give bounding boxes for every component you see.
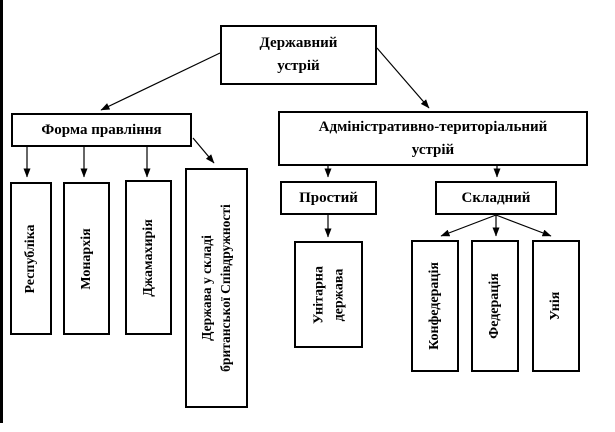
connector-forma-derzhava xyxy=(193,138,214,163)
node-label: Адміністративно-територіальний xyxy=(318,119,548,135)
node-label: устрій xyxy=(277,58,320,74)
node-label: Складний xyxy=(461,189,531,206)
node-dzhamakhiria xyxy=(125,180,172,335)
node-konfederatsia xyxy=(411,240,459,372)
vertical-label xyxy=(427,262,443,350)
node-label: Джамахирія xyxy=(140,218,156,297)
node-prostyi xyxy=(280,181,377,215)
connector-skladnyi-konfederatsia xyxy=(441,215,496,236)
vertical-label xyxy=(487,273,503,339)
node-label: Унітарна xyxy=(310,265,326,324)
node-monarkhia xyxy=(63,182,110,335)
node-label: Республіка xyxy=(23,223,38,294)
node-label: Монархія xyxy=(78,227,94,290)
node-label: Унія xyxy=(548,291,563,321)
node-respublika xyxy=(10,182,52,335)
vertical-label xyxy=(79,228,95,289)
left-border-bar xyxy=(0,0,3,423)
node-label: британської Співдружності xyxy=(217,204,233,372)
node-label: Конфедерація xyxy=(427,262,442,350)
node-skladnyi xyxy=(435,181,557,215)
node-label: устрій xyxy=(411,141,455,158)
vertical-label xyxy=(198,204,236,372)
connector-skladnyi-unia xyxy=(496,215,551,236)
node-label: Державний xyxy=(259,34,338,51)
node-derzhava-u-skladi-spivdruzhnosti xyxy=(185,168,248,408)
node-label: Простий xyxy=(299,189,358,206)
node-label: Держава у складі xyxy=(198,235,214,341)
node-federatsia xyxy=(471,240,519,372)
node-unia xyxy=(532,240,580,372)
node-unitarna-derzhava xyxy=(294,241,363,348)
node-label: Форма правління xyxy=(41,121,162,138)
node-administratyvno-terytorialnyi-ustrii xyxy=(278,111,588,166)
node-derzhavnyi-ustrii xyxy=(220,25,377,85)
vertical-label xyxy=(23,224,39,293)
node-forma-pravlinnya xyxy=(11,113,192,147)
node-label: держава xyxy=(330,268,346,321)
node-label: Федерація xyxy=(487,273,502,339)
connector-root-admin xyxy=(377,48,429,108)
vertical-label xyxy=(548,292,564,321)
vertical-label xyxy=(309,266,348,324)
vertical-label xyxy=(141,219,157,297)
connector-root-forma xyxy=(101,53,220,110)
